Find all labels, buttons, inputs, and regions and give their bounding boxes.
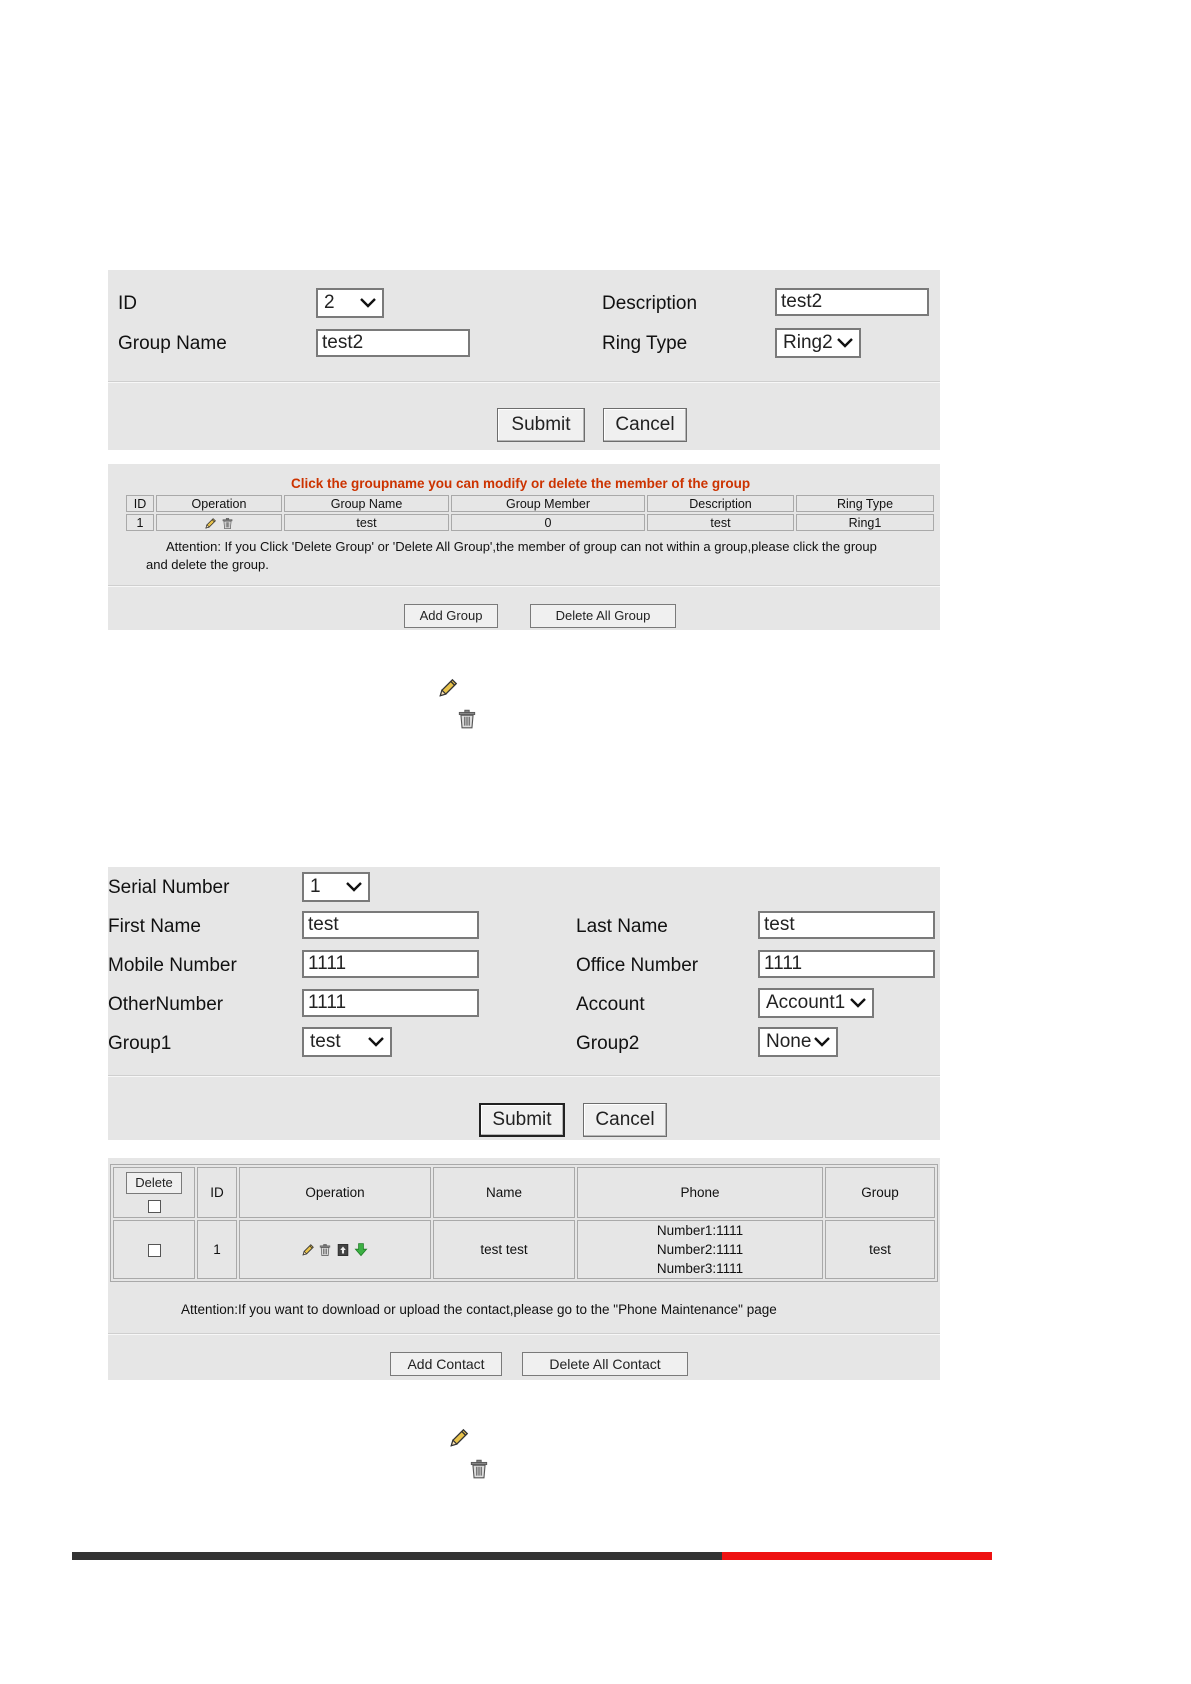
group2-label: Group2	[576, 1033, 640, 1054]
office-number-label: Office Number	[576, 955, 699, 976]
upload-icon[interactable]	[336, 1243, 350, 1257]
row-id: 1	[197, 1220, 237, 1279]
group1-label: Group1	[108, 1033, 172, 1054]
group2-select[interactable]: None	[758, 1027, 838, 1057]
ring-type-select[interactable]: Ring2	[775, 328, 861, 358]
pencil-icon	[448, 1427, 470, 1449]
group-table	[124, 493, 936, 533]
divider	[108, 1075, 940, 1077]
footer-bar-dark	[72, 1552, 722, 1560]
group-attention-line1: Attention: If you Click 'Delete Group' or 'Delete All Group',the member of group can not within a group,please click the group	[166, 539, 877, 554]
mobile-number-input[interactable]: 1111	[302, 950, 479, 978]
other-number-label: OtherNumber	[108, 994, 224, 1015]
row-operation	[239, 1220, 431, 1279]
group-cancel-button[interactable]: Cancel	[603, 408, 687, 442]
header-description: Description	[647, 495, 794, 512]
contact-attention: Attention:If you want to download or upload the contact,please go to the "Phone Maintenance" page	[181, 1302, 777, 1317]
chevron-down-icon	[812, 1032, 832, 1052]
select-all-checkbox[interactable]	[148, 1200, 161, 1213]
row-checkbox[interactable]	[148, 1244, 161, 1257]
pencil-icon	[437, 677, 459, 699]
delete-all-contact-button[interactable]: Delete All Contact	[522, 1352, 688, 1376]
table-row[interactable]	[113, 1220, 935, 1279]
last-name-input[interactable]: test	[758, 911, 935, 939]
trash-icon[interactable]	[221, 517, 234, 530]
group-name-label: Group Name	[118, 333, 227, 354]
pencil-icon[interactable]	[301, 1243, 315, 1257]
group-submit-button[interactable]: Submit	[497, 408, 585, 442]
ring-type-label: Ring Type	[602, 333, 688, 354]
trash-icon	[468, 1458, 490, 1480]
row-group-member: 0	[451, 514, 645, 531]
download-icon[interactable]	[353, 1242, 369, 1258]
row-group: test	[825, 1220, 935, 1279]
chevron-down-icon	[344, 877, 364, 897]
pencil-icon[interactable]	[204, 517, 217, 530]
row-name: test test	[433, 1220, 575, 1279]
trash-icon	[456, 708, 478, 730]
other-number-input[interactable]: 1111	[302, 989, 479, 1017]
group-name-input[interactable]: test2	[316, 329, 470, 357]
contact-form-panel	[108, 867, 940, 1140]
header-ring-type: Ring Type	[796, 495, 934, 512]
trash-icon[interactable]	[318, 1243, 332, 1257]
chevron-down-icon	[366, 1032, 386, 1052]
header-delete	[113, 1167, 195, 1218]
header-id: ID	[126, 495, 154, 512]
add-contact-button[interactable]: Add Contact	[390, 1352, 502, 1376]
group-list-panel	[108, 464, 940, 630]
id-select[interactable]: 2	[316, 288, 384, 318]
header-id: ID	[197, 1167, 237, 1218]
header-operation: Operation	[239, 1167, 431, 1218]
row-description: test	[647, 514, 794, 531]
divider	[108, 381, 940, 383]
row-select	[113, 1220, 195, 1279]
chevron-down-icon	[848, 993, 868, 1013]
phone-number2: Number2:1111	[656, 1242, 744, 1257]
first-name-label: First Name	[108, 916, 201, 937]
header-operation: Operation	[156, 495, 282, 512]
row-id: 1	[126, 514, 154, 531]
group1-select[interactable]: test	[302, 1027, 392, 1057]
contact-table	[110, 1164, 938, 1282]
chevron-down-icon	[358, 293, 378, 313]
add-group-button[interactable]: Add Group	[404, 604, 498, 628]
header-group-member: Group Member	[451, 495, 645, 512]
table-header-row	[126, 495, 934, 512]
row-phone	[577, 1220, 823, 1279]
table-row[interactable]	[126, 514, 934, 531]
phone-number3: Number3:1111	[656, 1261, 744, 1276]
group-form-panel	[108, 270, 940, 450]
group-attention-line2: and delete the group.	[146, 557, 269, 572]
contact-cancel-button[interactable]: Cancel	[583, 1103, 667, 1137]
serial-number-label: Serial Number	[108, 877, 230, 898]
first-name-input[interactable]: test	[302, 911, 479, 939]
header-phone: Phone	[577, 1167, 823, 1218]
row-group-name[interactable]: test	[284, 514, 449, 531]
delete-all-group-button[interactable]: Delete All Group	[530, 604, 676, 628]
header-group: Group	[825, 1167, 935, 1218]
last-name-label: Last Name	[576, 916, 668, 937]
header-group-name: Group Name	[284, 495, 449, 512]
mobile-number-label: Mobile Number	[108, 955, 237, 976]
phone-number1: Number1:1111	[656, 1223, 744, 1238]
description-input[interactable]: test2	[775, 288, 929, 316]
account-select[interactable]: Account1	[758, 988, 874, 1018]
office-number-input[interactable]: 1111	[758, 950, 935, 978]
header-name: Name	[433, 1167, 575, 1218]
id-label: ID	[118, 293, 137, 314]
chevron-down-icon	[835, 333, 855, 353]
description-label: Description	[602, 293, 698, 314]
row-operation	[156, 514, 282, 531]
row-ring-type: Ring1	[796, 514, 934, 531]
table-header-row	[113, 1167, 935, 1218]
divider	[108, 1333, 940, 1335]
account-label: Account	[576, 994, 645, 1015]
contact-list-panel	[108, 1158, 940, 1380]
group-notice: Click the groupname you can modify or delete the member of the group	[291, 476, 751, 491]
footer-bar-red	[722, 1552, 992, 1560]
serial-number-select[interactable]: 1	[302, 872, 370, 902]
divider	[108, 585, 940, 587]
contact-submit-button[interactable]: Submit	[479, 1103, 565, 1137]
delete-button[interactable]: Delete	[126, 1172, 182, 1194]
